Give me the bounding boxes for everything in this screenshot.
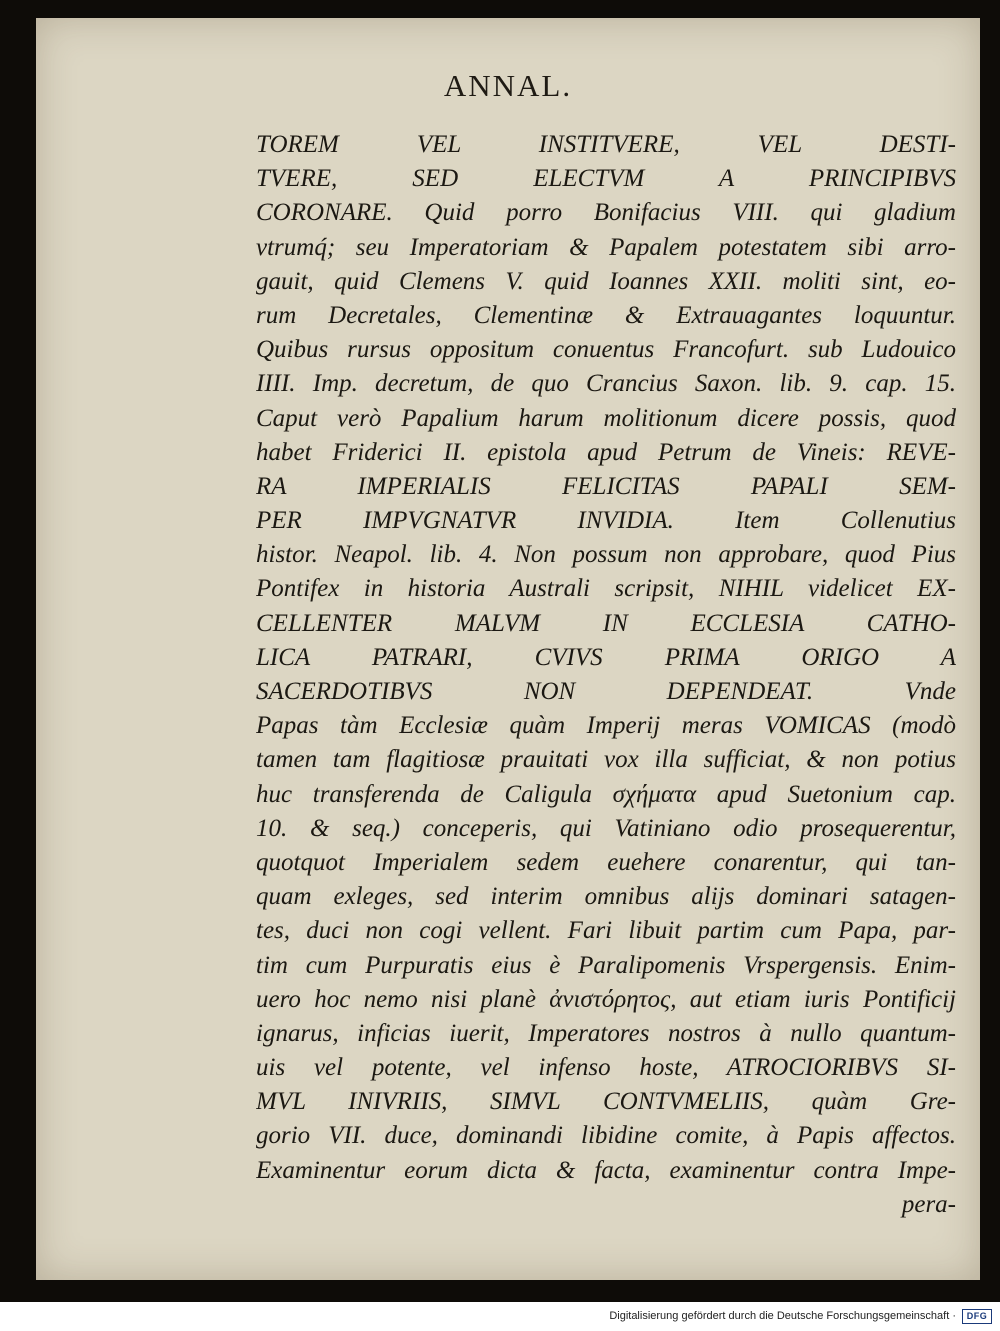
text-line: Quibus rursus oppositum conuentus Francofurt. sub Ludouico: [256, 336, 956, 364]
text-line: Caput verò Papalium harum molitionum dicere possis, quod: [256, 404, 956, 432]
text-line: SACERDOTIBVS NON DEPENDEAT. Vnde: [256, 678, 956, 705]
dfg-logo: DFG: [962, 1309, 992, 1324]
text-line: CELLENTER MALVM IN ECCLESIA CATHO-: [256, 609, 956, 637]
running-head: ANNAL.: [443, 68, 573, 103]
text-line: gauit, quid Clemens V. quid Ioannes XXII. moliti sint, eo-: [256, 267, 956, 295]
text-line: tamen tam flagitiosæ prauitati vox illa sufficiat, & non potius: [256, 746, 956, 774]
text-line: MVL INIVRIIS, SIMVL CONTVMELIIS, quàm Gre-: [256, 1088, 956, 1116]
funding-credit: Digitalisierung gefördert durch die Deutsche Forschungsgemeinschaft ·: [609, 1310, 956, 1322]
text-line: uis vel potente, vel infenso hoste, ATROCIORIBVS SI-: [256, 1054, 956, 1082]
text-line: tim cum Purpuratis eius è Paralipomenis Vrspergensis. Enim-: [256, 951, 956, 979]
catchword: pera-: [901, 1190, 956, 1218]
text-line: TOREM VEL INSTITVERE, VEL DESTI-: [256, 131, 956, 158]
text-line: uero hoc nemo nisi planè ἀνιστόρητος, aut etiam iuris Pontificij: [256, 985, 956, 1013]
text-line: rum Decretales, Clementinæ & Extrauagantes loquuntur.: [256, 301, 956, 329]
text-line: PER IMPVGNATVR INVIDIA. Item Collenutius: [256, 507, 956, 535]
text-line: 10. & seq.) conceperis, qui Vatiniano odio prosequerentur,: [256, 814, 956, 842]
text-line: Papas tàm Ecclesiæ quàm Imperij meras VOMICAS (modò: [256, 712, 956, 740]
book-page: [36, 18, 980, 1280]
text-line: vtrumq́; seu Imperatoriam & Papalem potestatem sibi arro-: [256, 233, 956, 261]
text-line: huc transferenda de Caligula σχήματα apud Suetonium cap.: [256, 780, 956, 808]
text-line: Examinentur eorum dicta & facta, examinentur contra Impe-: [256, 1156, 956, 1184]
text-line: quotquot Imperialem sedem euehere conarentur, qui tan-: [256, 848, 956, 876]
text-line: CORONARE. Quid porro Bonifacius VIII. qui gladium: [256, 199, 956, 227]
text-line: gorio VII. duce, dominandi libidine comite, à Papis affectos.: [256, 1122, 956, 1150]
body-text: [256, 128, 956, 1222]
text-line: Pontifex in historia Australi scripsit, NIHIL videlicet EX-: [256, 575, 956, 603]
text-line: tes, duci non cogi vellent. Fari libuit partim cum Papa, par-: [256, 917, 956, 945]
text-line: IIII. Imp. decretum, de quo Crancius Saxon. lib. 9. cap. 15.: [256, 370, 956, 398]
text-line: LICA PATRARI, CVIVS PRIMA ORIGO A: [256, 643, 956, 671]
text-line: ignarus, inficias iuerit, Imperatores nostros à nullo quantum-: [256, 1019, 956, 1047]
text-line: histor. Neapol. lib. 4. Non possum non approbare, quod Pius: [256, 541, 956, 569]
text-line: TVERE, SED ELECTVM A PRINCIPIBVS: [256, 165, 956, 193]
text-line: habet Friderici II. epistola apud Petrum de Vineis: REVE-: [256, 438, 956, 466]
text-line: RA IMPERIALIS FELICITAS PAPALI SEM-: [256, 472, 956, 500]
text-line: quam exleges, sed interim omnibus alijs dominari satagen-: [256, 883, 956, 911]
footer-bar: [0, 1302, 1000, 1331]
